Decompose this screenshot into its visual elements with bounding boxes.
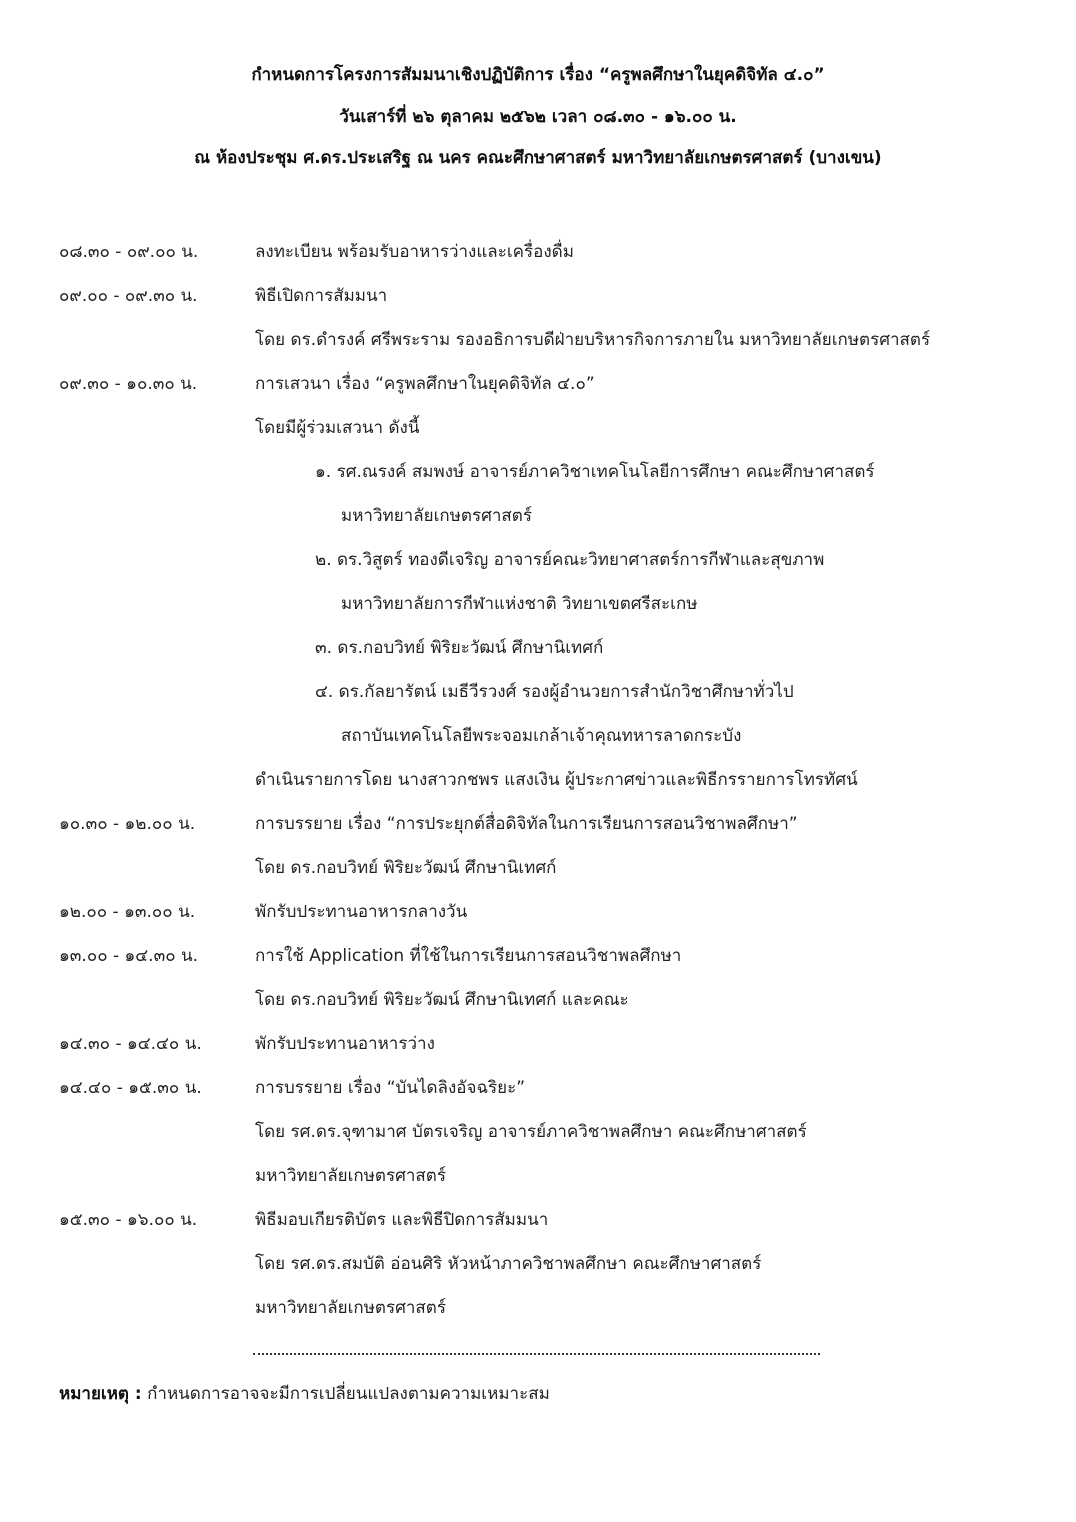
panelist-item: ๔. ดร.กัลยารัตน์ เมธีวีรวงศ์ รองผู้อำนวยการสำนักวิชาศึกษาทั่วไป	[315, 682, 794, 702]
schedule-text: พักรับประทานอาหารกลางวัน	[255, 902, 468, 922]
schedule-text: โดยมีผู้ร่วมเสวนา ดังนี้	[255, 418, 420, 438]
schedule-text: โดย ดร.กอบวิทย์ พิริยะวัฒน์ ศึกษานิเทศก์ และคณะ	[255, 990, 629, 1010]
schedule-text: การใช้ Application ที่ใช้ในการเรียนการสอนวิชาพลศึกษา	[255, 946, 682, 966]
document-title: กำหนดการโครงการสัมมนาเชิงปฏิบัติการ เรื่อง “ครูพลศึกษาในยุคดิจิทัล ๔.๐”	[251, 65, 825, 85]
schedule-text: พิธีเปิดการสัมมนา	[255, 286, 388, 306]
schedule-text: โดย รศ.ดร.สมบัติ อ่อนศิริ หัวหน้าภาควิชาพลศึกษา คณะศึกษาศาสตร์	[255, 1254, 762, 1274]
schedule-row	[59, 632, 1019, 676]
schedule-text: พักรับประทานอาหารว่าง	[255, 1034, 435, 1054]
panelist-affiliation: มหาวิทยาลัยเกษตรศาสตร์	[341, 506, 532, 526]
schedule-row	[59, 1160, 1019, 1204]
schedule-text: โดย ดร.กอบวิทย์ พิริยะวัฒน์ ศึกษานิเทศก์	[255, 858, 557, 878]
schedule-time	[59, 412, 255, 456]
schedule-time	[59, 544, 255, 588]
schedule-time: ๑๒.๐๐ - ๑๓.๐๐ น.	[59, 902, 196, 922]
schedule-text: ดำเนินรายการโดย นางสาวกชพร แสงเงิน ผู้ประกาศข่าวและพิธีกรรายการโทรทัศน์	[255, 770, 858, 790]
footnote-label: หมายเหตุ :	[59, 1384, 142, 1404]
schedule-row	[59, 1116, 1019, 1160]
schedule-time	[59, 984, 255, 1028]
schedule-time: ๑๕.๓๐ - ๑๖.๐๐ น.	[59, 1210, 198, 1230]
schedule-row	[59, 1204, 1019, 1248]
schedule-row	[59, 588, 1019, 632]
schedule-row	[59, 984, 1019, 1028]
footnote	[59, 1378, 550, 1410]
schedule-row	[59, 500, 1019, 544]
schedule-text: มหาวิทยาลัยเกษตรศาสตร์	[255, 1298, 446, 1318]
schedule-row	[59, 1248, 1019, 1292]
schedule-time	[59, 1292, 255, 1336]
schedule-time	[59, 852, 255, 896]
schedule-row	[59, 456, 1019, 500]
event-venue: ณ ห้องประชุม ศ.ดร.ประเสริฐ ณ นคร คณะศึกษาศาสตร์ มหาวิทยาลัยเกษตรศาสตร์ (บางเขน)	[194, 148, 882, 168]
schedule-row	[59, 368, 1019, 412]
event-date-time: วันเสาร์ที่ ๒๖ ตุลาคม ๒๕๖๒ เวลา ๐๘.๓๐ - ๑๖.๐๐ น.	[339, 106, 737, 127]
schedule-time: ๑๓.๐๐ - ๑๔.๓๐ น.	[59, 946, 198, 966]
schedule-time	[59, 500, 255, 544]
schedule-row	[59, 720, 1019, 764]
schedule-time	[59, 324, 255, 368]
panelist-item: ๓. ดร.กอบวิทย์ พิริยะวัฒน์ ศึกษานิเทศก์	[315, 638, 604, 658]
schedule-text: มหาวิทยาลัยเกษตรศาสตร์	[255, 1166, 446, 1186]
schedule-time: ๑๐.๓๐ - ๑๒.๐๐ น.	[59, 814, 196, 834]
schedule-time: ๑๔.๔๐ - ๑๕.๓๐ น.	[59, 1078, 202, 1098]
schedule-row	[59, 1028, 1019, 1072]
panelist-item: ๒. ดร.วิสูตร์ ทองดีเจริญ อาจารย์คณะวิทยาศาสตร์การกีฬาและสุขภาพ	[315, 550, 825, 570]
schedule-time: ๑๔.๓๐ - ๑๔.๔๐ น.	[59, 1034, 202, 1054]
schedule-time: ๐๙.๓๐ - ๑๐.๓๐ น.	[59, 374, 198, 394]
schedule-row	[59, 236, 1019, 280]
schedule-row	[59, 896, 1019, 940]
schedule-time	[59, 632, 255, 676]
schedule-row	[59, 940, 1019, 984]
schedule-text: โดย ดร.ดำรงค์ ศรีพระราม รองอธิการบดีฝ่ายบริหารกิจการภายใน มหาวิทยาลัยเกษตรศาสตร์	[255, 330, 931, 350]
panelist-item: ๑. รศ.ณรงค์ สมพงษ์ อาจารย์ภาควิชาเทคโนโลยีการศึกษา คณะศึกษาศาสตร์	[315, 462, 875, 482]
schedule-text: การบรรยาย เรื่อง “บันไดลิงอัจฉริยะ”	[255, 1078, 526, 1098]
schedule-time	[59, 588, 255, 632]
schedule-row	[59, 1072, 1019, 1116]
schedule-time	[59, 764, 255, 808]
schedule-row	[59, 1292, 1019, 1336]
panelist-affiliation: มหาวิทยาลัยการกีฬาแห่งชาติ วิทยาเขตศรีสะเกษ	[341, 594, 698, 614]
schedule-time	[59, 1160, 255, 1204]
footnote-text: กำหนดการอาจจะมีการเปลี่ยนแปลงตามความเหมาะสม	[141, 1384, 550, 1404]
schedule-time	[59, 720, 255, 764]
schedule-text: การเสวนา เรื่อง “ครูพลศึกษาในยุคดิจิทัล ๔.๐”	[255, 374, 595, 394]
schedule-row	[59, 412, 1019, 456]
schedule-row	[59, 852, 1019, 896]
schedule-time: ๐๘.๓๐ - ๐๙.๐๐ น.	[59, 242, 199, 262]
schedule-row	[59, 544, 1019, 588]
schedule-time: ๐๙.๐๐ - ๐๙.๓๐ น.	[59, 286, 198, 306]
dotted-divider	[253, 1353, 820, 1355]
schedule-row	[59, 808, 1019, 852]
schedule-text: โดย รศ.ดร.จุฑามาศ บัตรเจริญ อาจารย์ภาควิชาพลศึกษา คณะศึกษาศาสตร์	[255, 1122, 807, 1142]
document-header	[0, 58, 1076, 183]
schedule-time	[59, 1116, 255, 1160]
schedule-text: การบรรยาย เรื่อง “การประยุกต์สื่อดิจิทัลในการเรียนการสอนวิชาพลศึกษา”	[255, 814, 798, 834]
schedule-row	[59, 324, 1019, 368]
schedule-row	[59, 764, 1019, 808]
schedule-list	[59, 236, 1019, 1336]
schedule-time	[59, 456, 255, 500]
schedule-row	[59, 280, 1019, 324]
panelist-affiliation: สถาบันเทคโนโลยีพระจอมเกล้าเจ้าคุณทหารลาดกระบัง	[341, 726, 742, 746]
schedule-text: ลงทะเบียน พร้อมรับอาหารว่างและเครื่องดื่ม	[255, 242, 574, 262]
schedule-text: พิธีมอบเกียรติบัตร และพิธีปิดการสัมมนา	[255, 1210, 549, 1230]
schedule-time	[59, 676, 255, 720]
schedule-time	[59, 1248, 255, 1292]
schedule-row	[59, 676, 1019, 720]
